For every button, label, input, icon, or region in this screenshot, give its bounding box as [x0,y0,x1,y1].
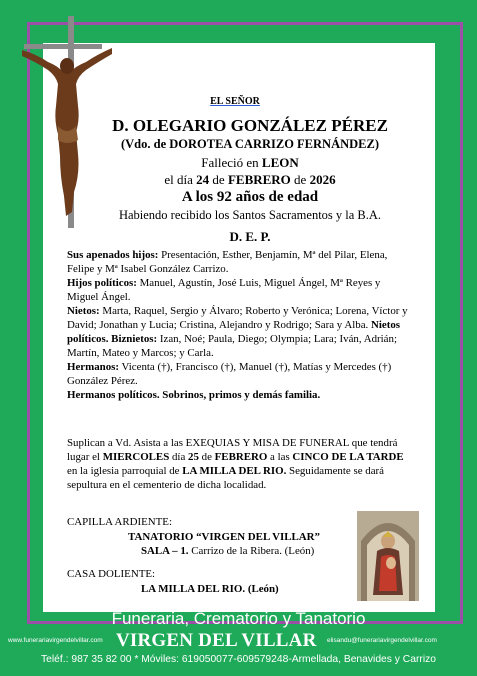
death-day: 24 [196,172,210,187]
tanatorio-name: TANATORIO “VIRGEN DEL VILLAR” [128,531,320,543]
death-place-line [70,155,430,171]
sacraments-line: Habiendo recibido los Santos Sacramentos y la B.A. [118,208,382,222]
funeral-month: FEBRERO [214,451,268,464]
funeral-p2: día [169,451,189,464]
dia-prefix: el día [164,172,197,187]
biznietos-text: Izan, Noé; Paula, Diego; Olympia; Lara; Iván, Adrián; Martín, Mateo y Marcos; y Carla. [67,333,397,360]
death-date-line [70,172,430,188]
dia-mid: de [209,172,228,187]
age-line: A los 92 años de edad [181,189,319,205]
virgin-image [357,511,419,601]
hermanos-label: Hermanos: [67,361,120,374]
nietos-text: Marta, Raquel, Sergio y Álvaro; Roberto y Verónica; Lorena, Víctor y David; Jonathan y Lucia; Cristina, Alejandro y Rodrigo; Sara y Alba. [67,305,408,332]
sala-number: SALA – 1. [141,545,189,557]
casa-label: CASA DOLIENTE: [67,568,156,580]
hijos-label: Sus apenados hijos: [67,249,159,261]
hermanos-politicos: Hermanos políticos. Sobrinos, primos y demás familia. [67,389,321,402]
fallecio-prefix: Falleció en [201,155,262,170]
sala-line [141,545,314,557]
dia-mid2: de [290,172,310,187]
family-block [67,248,412,403]
funeral-p4: a las [267,451,293,464]
nietos-politicos-label: Nietos políticos. [67,319,401,346]
deceased-name: D. OLEGARIO GONZÁLEZ PÉREZ [112,116,388,135]
capilla-label: CAPILLA ARDIENTE: [67,516,172,528]
el-senor-heading: EL SEÑOR [210,96,260,107]
funeral-p5: en la iglesia parroquial de [67,465,183,478]
death-month: FEBRERO [227,172,291,187]
funeral-time: CINCO DE LA TARDE [292,451,404,464]
funeral-day-num: 25 [188,451,199,464]
footer-brand: VIRGEN DEL VILLAR [116,630,317,651]
biznietos-label: Biznietos: [108,333,158,346]
politicos-text: Manuel, Agustín, José Luis, Miguel Ángel, Mª Reyes y Miguel Ángel. [67,277,381,304]
funeral-day-name: MIERCOLES [102,451,170,464]
funeral-p3: de [198,451,215,464]
dep-line: D. E. P. [229,229,271,244]
hijos-text: Presentación, Esther, Benjamín, Mª del Pilar, Elena, Felipe y Mª Isabel González Carrizo. [67,249,388,276]
death-place: LEON [261,155,299,170]
funeral-block [67,436,412,492]
footer-phones: Teléf.: 987 35 82 00 * Móviles: 619050077-609579248-Armellada, Benavides y Carrizo [41,654,436,665]
widower-line: (Vdo. de DOROTEA CARRIZO FERNÁNDEZ) [120,137,379,151]
funeral-p1: Suplican a Vd. Asista a las EXEQUIAS Y MISA DE FUNERAL que tendrá lugar el [67,437,398,464]
footer-website[interactable]: www.funerariavirgendelvillar.com [8,637,103,644]
nietos-label: Nietos: [67,305,100,318]
funeral-church: LA MILLA DEL RIO. [182,465,287,478]
casa-place: LA MILLA DEL RIO. (León) [141,583,279,595]
hermanos-text: Vicenta (†), Francisco (†), Manuel (†), Matías y Mercedes (†) González Pérez. [67,361,392,388]
sala-location: Carrizo de la Ribera. (León) [188,545,315,557]
footer-email[interactable]: elisandu@funerariavirgendelvillar.com [327,637,437,644]
footer-title: Funeraria, Crematorio y Tanatorio [111,609,366,628]
funeral-p6: Seguidamente se dará sepultura en el cementerio de dicha localidad. [67,465,384,492]
death-year: 2026 [309,172,336,187]
politicos-label: Hijos políticos: [67,277,137,290]
